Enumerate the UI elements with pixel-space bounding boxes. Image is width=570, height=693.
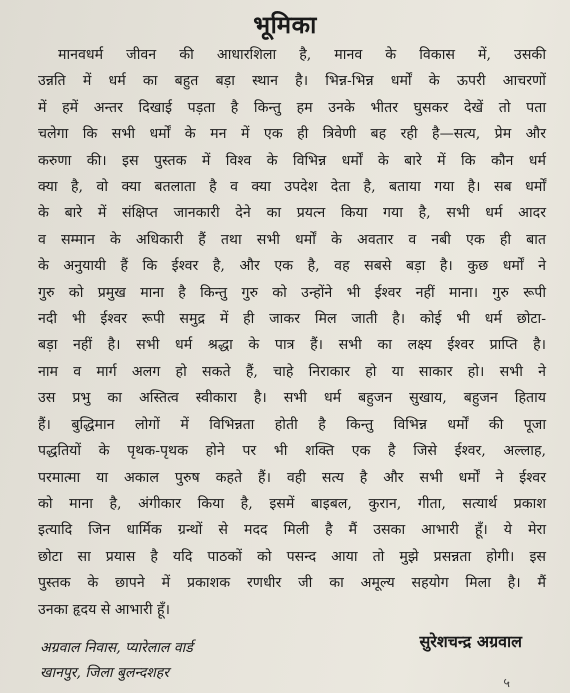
text-line: उस प्रभु का अस्तित्व स्वीकारा है। सभी धर्म बहुजन सुखाय, बहुजन हिताय	[38, 390, 546, 407]
text-line: नाम व मार्ग अलग हो सकते हैं, चाहे निराकार हो या साकार हो। सभी ने	[38, 363, 546, 380]
text-line: हैं। बुद्धिमान लोगों में विभिन्नता होती है किन्तु विभिन्न धर्मों की पूजा	[38, 416, 546, 433]
text-line: इत्यादि जिन धार्मिक ग्रन्थों से मदद मिली है मैं उसका आभारी हूँ। ये मेरा	[38, 522, 546, 539]
text-line: उन्नति में धर्म का बहुत बड़ा स्थान है। भिन्न-भिन्न धर्मों के ऊपरी आचरणों	[38, 73, 546, 90]
text-line: में हमें अन्तर दिखाई पड़ता है किन्तु हम उनके भीतर घुसकर देखें तो पता	[38, 99, 546, 116]
text-line: चलेगा कि सभी धर्मों के मन में एक ही त्रिवेणी बह रही है—सत्य, प्रेम और	[38, 126, 546, 143]
text-line: नदी भी ईश्वर रूपी समुद्र में ही जाकर मिल जाती है। कोई भी धर्म छोटा-	[38, 311, 546, 328]
text-line: बड़ा नहीं है। सभी धर्म श्रद्धा के पात्र हैं। सभी का लक्ष्य ईश्वर प्राप्ति है।	[38, 337, 546, 354]
text-line: उनका हृदय से आभारी हूँ।	[38, 601, 170, 618]
author-name: सुरेशचन्द्र अग्रवाल	[419, 632, 522, 651]
text-line: गुरु को प्रमुख माना है किन्तु गुरु को उन्होंने भी ईश्वर नहीं माना। गुरु रूपी	[38, 284, 546, 301]
body-paragraph	[38, 42, 546, 623]
address-line: अग्रवाल निवास, प्यारेलाल वार्ड	[40, 640, 193, 656]
text-line: क्या है, वो क्या बतलाता है व क्या उपदेश देता है, बताया गया है। सब धर्मों	[38, 179, 546, 196]
page-number: ५	[503, 676, 510, 691]
text-line: के बारे में संक्षिप्त जानकारी देने का प्रयत्न किया गया है, सभी धर्म आदर	[38, 205, 546, 222]
text-line: करुणा की। इस पुस्तक में विश्व के विभिन्न धर्मों के बारे में कि कौन धर्म	[38, 152, 546, 169]
page-title: भूमिका	[253, 10, 317, 39]
address-line: खानपुर, जिला बुलन्दशहर	[40, 665, 169, 681]
text-line: व सम्मान के अधिकारी हैं तथा सभी धर्मों के अवतार व नबी एक ही बात	[38, 231, 546, 248]
text-line: मानवधर्म जीवन की आधारशिला है, मानव के विकास में, उसकी	[58, 47, 546, 63]
text-line: परमात्मा या अकाल पुरुष कहते हैं। वही सत्य है और सभी धर्मों ने ईश्वर	[38, 469, 546, 486]
text-line: को माना है, अंगीकार किया है, इसमें बाइबल, कुरान, गीता, सत्यार्थ प्रकाश	[38, 495, 546, 512]
author-address	[40, 636, 193, 686]
text-line: छोटा सा प्रयास है यदि पाठकों को पसन्द आया तो मुझे प्रसन्नता होगी। इस	[38, 548, 546, 565]
text-line: पुस्तक के छापने में प्रकाशक रणधीर जी का अमूल्य सहयोग मिला है। मैं	[38, 575, 546, 592]
text-line: पद्धतियों के पृथक-पृथक होने पर भी शक्ति एक है जिसे ईश्वर, अल्लाह,	[38, 443, 546, 460]
text-line: के अनुयायी हैं कि ईश्वर है, और एक है, वह सबसे बड़ा है। कुछ धर्मों ने	[38, 258, 546, 275]
